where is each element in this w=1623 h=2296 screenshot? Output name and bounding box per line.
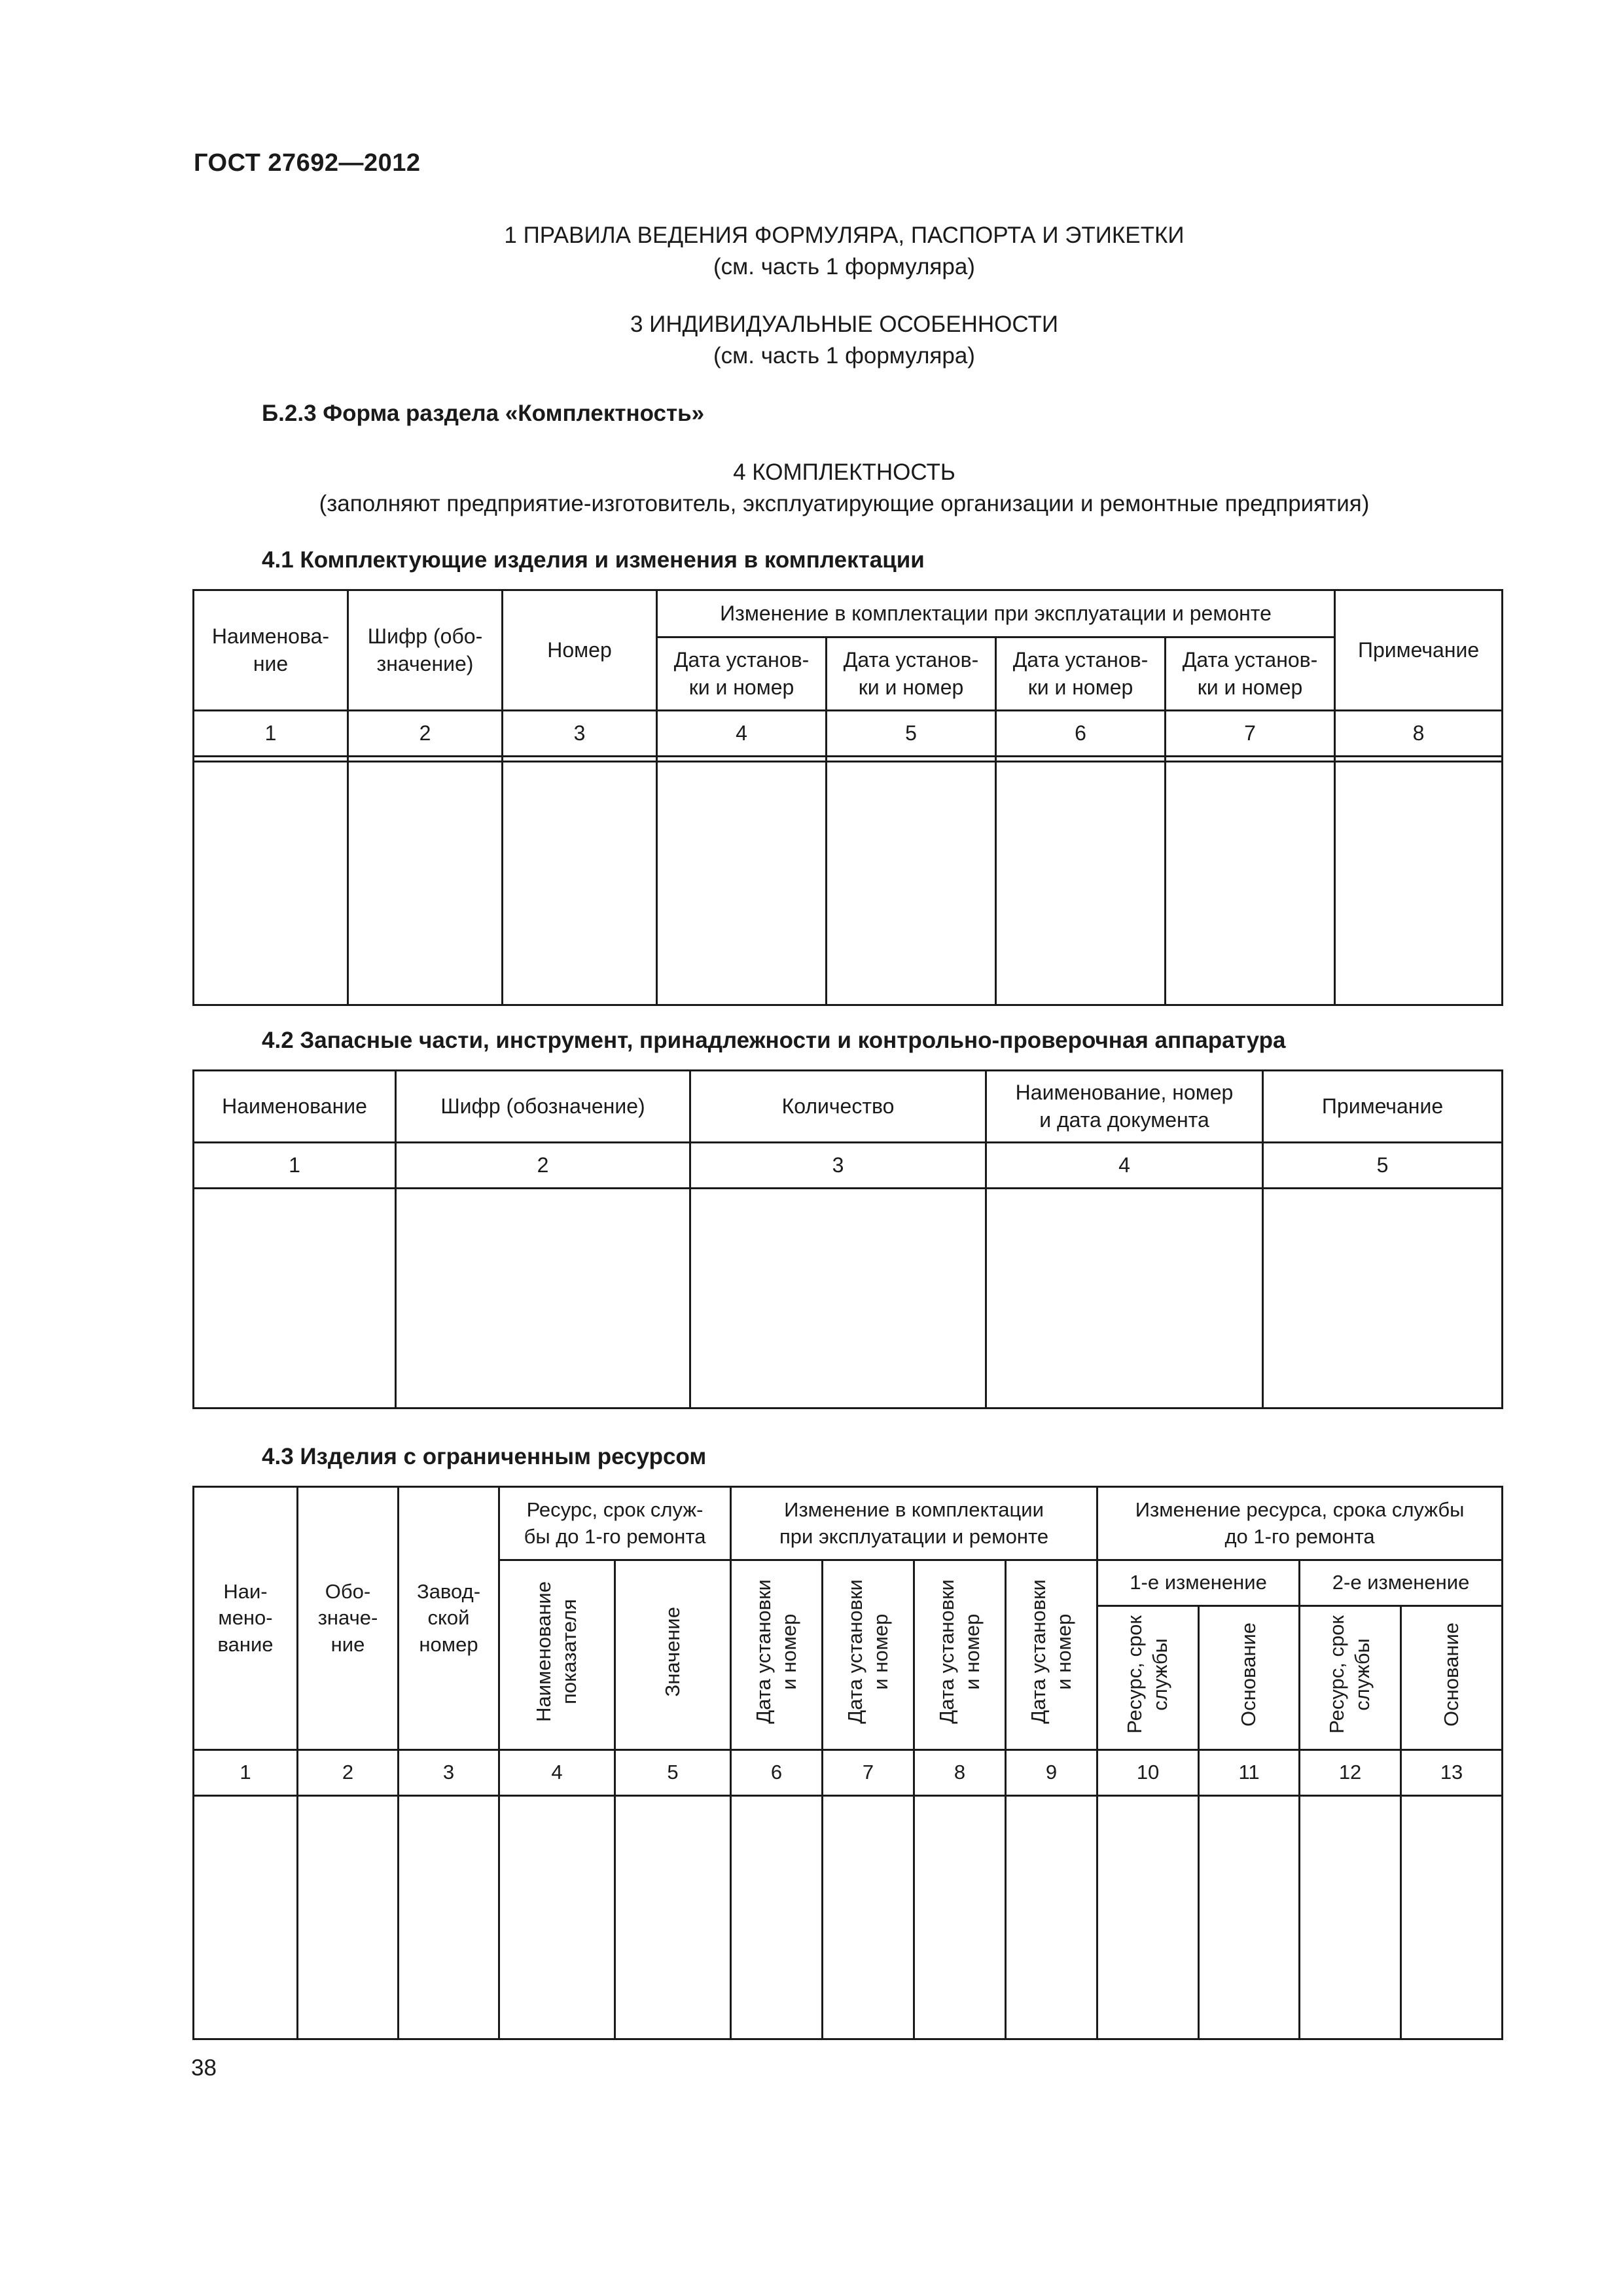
section-3-note: (см. часть 1 формуляра) bbox=[713, 343, 975, 368]
t43-header-name: Наи- мено- вание bbox=[194, 1487, 298, 1750]
t43-header-date-1: Дата установки и номер bbox=[731, 1560, 823, 1750]
t43-cell[interactable] bbox=[1300, 1796, 1401, 2039]
t43-col-index: 7 bbox=[823, 1750, 914, 1796]
table-41 bbox=[192, 589, 1503, 1006]
t43-header-date-4: Дата установки и номер bbox=[1006, 1560, 1097, 1750]
t41-header-date-4: Дата установ- ки и номер bbox=[1166, 637, 1335, 711]
t43-header-change-1: 1-е изменение bbox=[1097, 1560, 1300, 1606]
t41-header-code: Шифр (обо- значение) bbox=[348, 590, 503, 711]
t43-col-index: 11 bbox=[1199, 1750, 1300, 1796]
t41-col-index: 6 bbox=[996, 711, 1166, 757]
t42-header-doc: Наименование, номер и дата документа bbox=[986, 1071, 1263, 1143]
t41-cell[interactable] bbox=[1335, 762, 1503, 1005]
t43-header-resource-change: Изменение ресурса, срока службы до 1-го ремонта bbox=[1097, 1487, 1503, 1560]
t42-col-index: 1 bbox=[194, 1143, 396, 1189]
t41-cell[interactable] bbox=[1166, 762, 1335, 1005]
table-41-title: 4.1 Комплектующие изделия и изменения в комплектации bbox=[262, 547, 925, 573]
t42-cell[interactable] bbox=[986, 1189, 1263, 1408]
t42-header-note: Примечание bbox=[1263, 1071, 1503, 1143]
t41-header-note: Примечание bbox=[1335, 590, 1503, 711]
t43-col-index: 4 bbox=[499, 1750, 615, 1796]
t43-col-index: 3 bbox=[399, 1750, 499, 1796]
t43-col-index: 2 bbox=[298, 1750, 399, 1796]
t43-header-basis-2: Основание bbox=[1401, 1606, 1503, 1750]
t41-header-date-3: Дата установ- ки и номер bbox=[996, 637, 1166, 711]
t43-col-index: 1 bbox=[194, 1750, 298, 1796]
t42-cell[interactable] bbox=[690, 1189, 986, 1408]
t41-header-date-1: Дата установ- ки и номер bbox=[657, 637, 827, 711]
section-4-title: 4 КОМПЛЕКТНОСТЬ bbox=[733, 459, 955, 485]
t43-col-index: 10 bbox=[1097, 1750, 1199, 1796]
t43-cell[interactable] bbox=[1097, 1796, 1199, 2039]
t42-header-qty: Количество bbox=[690, 1071, 986, 1143]
t42-header-code: Шифр (обозначение) bbox=[396, 1071, 690, 1143]
t43-col-index: 8 bbox=[914, 1750, 1006, 1796]
t42-col-index: 2 bbox=[396, 1143, 690, 1189]
t41-cell[interactable] bbox=[503, 762, 657, 1005]
t41-col-index: 2 bbox=[348, 711, 503, 757]
t41-col-index: 3 bbox=[503, 711, 657, 757]
t43-header-resource-1: Ресурс, срок службы bbox=[1097, 1606, 1199, 1750]
standard-code: ГОСТ 27692—2012 bbox=[194, 149, 421, 177]
t43-header-value: Значение bbox=[615, 1560, 731, 1750]
section-1-title: 1 ПРАВИЛА ВЕДЕНИЯ ФОРМУЛЯРА, ПАСПОРТА И ЭТИКЕТКИ bbox=[504, 223, 1185, 248]
t42-cell[interactable] bbox=[1263, 1189, 1503, 1408]
t41-col-index: 5 bbox=[827, 711, 996, 757]
t43-cell[interactable] bbox=[499, 1796, 615, 2039]
section-1-block bbox=[0, 223, 1623, 280]
t41-col-index: 8 bbox=[1335, 711, 1503, 757]
t41-data-row bbox=[194, 762, 1503, 1005]
table-43-title: 4.3 Изделия с ограниченным ресурсом bbox=[262, 1444, 707, 1469]
table-42-title: 4.2 Запасные части, инструмент, принадлежности и контрольно-проверочная аппаратура bbox=[262, 1028, 1286, 1053]
t43-header-resource: Ресурс, срок служ- бы до 1-го ремонта bbox=[499, 1487, 731, 1560]
t41-cell[interactable] bbox=[194, 762, 348, 1005]
t43-cell[interactable] bbox=[615, 1796, 731, 2039]
t43-cell[interactable] bbox=[194, 1796, 298, 2039]
section-4-block bbox=[0, 459, 1623, 517]
t41-header-change: Изменение в комплектации при эксплуатации и ремонте bbox=[657, 590, 1335, 637]
t43-header-date-2: Дата установки и номер bbox=[823, 1560, 914, 1750]
t43-cell[interactable] bbox=[731, 1796, 823, 2039]
form-heading: Б.2.3 Форма раздела «Комплектность» bbox=[262, 401, 705, 426]
table-43 bbox=[192, 1486, 1503, 2040]
t43-header-change: Изменение в комплектации при эксплуатации и ремонте bbox=[731, 1487, 1097, 1560]
t43-header-basis-1: Основание bbox=[1199, 1606, 1300, 1750]
t41-header-name: Наименова- ние bbox=[194, 590, 348, 711]
t42-cell[interactable] bbox=[396, 1189, 690, 1408]
t43-cell[interactable] bbox=[298, 1796, 399, 2039]
section-3-title: 3 ИНДИВИДУАЛЬНЫЕ ОСОБЕННОСТИ bbox=[630, 312, 1059, 337]
t43-header-resource-2: Ресурс, срок службы bbox=[1300, 1606, 1401, 1750]
t43-cell[interactable] bbox=[1199, 1796, 1300, 2039]
t41-col-index: 7 bbox=[1166, 711, 1335, 757]
section-4-note: (заполняют предприятие-изготовитель, эксплуатирующие организации и ремонтные предприятия) bbox=[319, 491, 1370, 516]
t41-header-number: Номер bbox=[503, 590, 657, 711]
t43-cell[interactable] bbox=[399, 1796, 499, 2039]
t43-header-serial: Завод- ской номер bbox=[399, 1487, 499, 1750]
t42-col-index: 3 bbox=[690, 1143, 986, 1189]
t41-header-date-2: Дата установ- ки и номер bbox=[827, 637, 996, 711]
t43-col-index: 5 bbox=[615, 1750, 731, 1796]
t42-header-name: Наименование bbox=[194, 1071, 396, 1143]
table-42 bbox=[192, 1069, 1503, 1409]
t43-col-index: 9 bbox=[1006, 1750, 1097, 1796]
t43-data-row bbox=[194, 1796, 1503, 2039]
t42-cell[interactable] bbox=[194, 1189, 396, 1408]
t41-col-index: 1 bbox=[194, 711, 348, 757]
t43-header-date-3: Дата установки и номер bbox=[914, 1560, 1006, 1750]
t42-col-index: 4 bbox=[986, 1143, 1263, 1189]
section-1-note: (см. часть 1 формуляра) bbox=[713, 254, 975, 279]
t43-cell[interactable] bbox=[823, 1796, 914, 2039]
page-number: 38 bbox=[191, 2055, 217, 2081]
t43-cell[interactable] bbox=[1006, 1796, 1097, 2039]
t42-data-row bbox=[194, 1189, 1503, 1408]
section-3-block bbox=[0, 312, 1623, 369]
t43-col-index: 12 bbox=[1300, 1750, 1401, 1796]
t43-header-designation: Обо- значе- ние bbox=[298, 1487, 399, 1750]
t43-cell[interactable] bbox=[1401, 1796, 1503, 2039]
t41-cell[interactable] bbox=[827, 762, 996, 1005]
t43-header-indicator-name: Наименование показателя bbox=[499, 1560, 615, 1750]
t41-cell[interactable] bbox=[657, 762, 827, 1005]
t41-cell[interactable] bbox=[348, 762, 503, 1005]
t41-col-index: 4 bbox=[657, 711, 827, 757]
t43-col-index: 6 bbox=[731, 1750, 823, 1796]
t43-col-index: 13 bbox=[1401, 1750, 1503, 1796]
t43-header-change-2: 2-е изменение bbox=[1300, 1560, 1503, 1606]
t41-cell[interactable] bbox=[996, 762, 1166, 1005]
t42-col-index: 5 bbox=[1263, 1143, 1503, 1189]
t43-cell[interactable] bbox=[914, 1796, 1006, 2039]
